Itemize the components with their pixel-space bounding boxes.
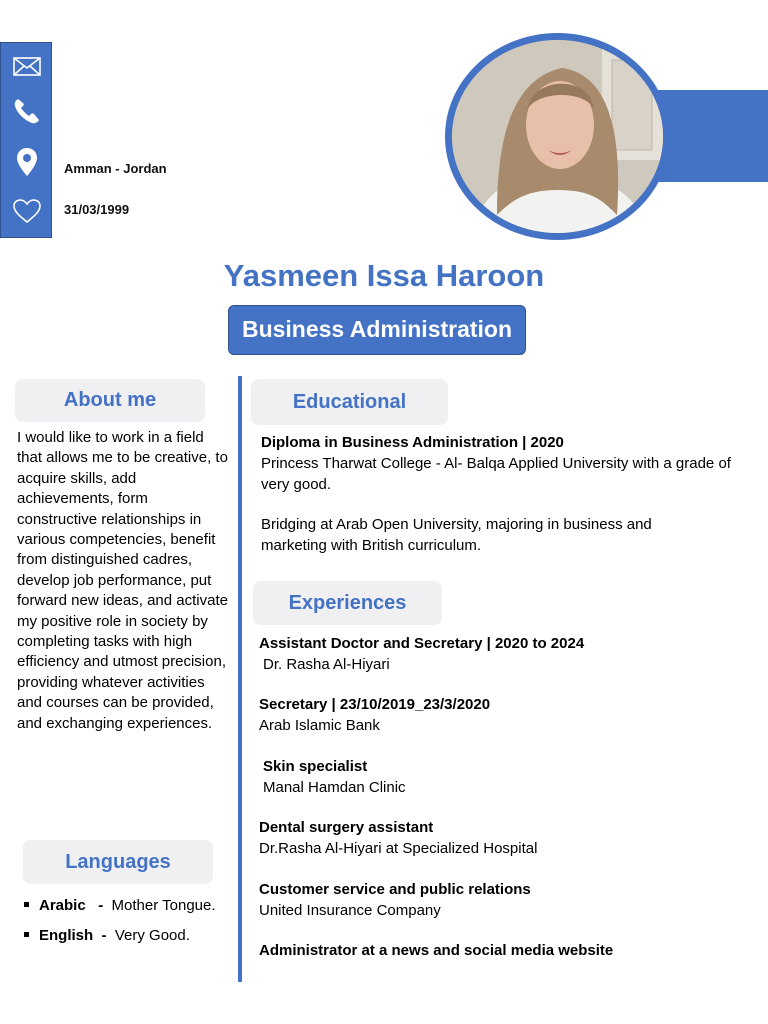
photo-accent-band: [655, 90, 768, 182]
language-level: Mother Tongue.: [111, 897, 216, 914]
experience-text: Arab Islamic Bank: [259, 717, 380, 734]
location-text: Amman - Jordan: [64, 161, 167, 176]
experience-text: Manal Hamdan Clinic: [263, 779, 406, 796]
experience-title: Assistant Doctor and Secretary | 2020 to 2024: [259, 635, 585, 652]
experience-title: Administrator at a news and social media website: [259, 942, 614, 959]
birthdate-text: 31/03/1999: [64, 202, 130, 217]
language-level: Very Good.: [114, 927, 190, 944]
experience-text: Dr. Rasha Al-Hiyari: [263, 656, 390, 673]
phone-icon: [11, 95, 43, 127]
mail-icon: [11, 50, 43, 82]
experience-title: Skin specialist: [263, 758, 368, 775]
about-heading: About me: [15, 379, 205, 422]
language-name: English: [39, 927, 94, 944]
experience-title: Secretary | 23/10/2019_23/3/2020: [259, 696, 491, 713]
languages-heading: Languages: [23, 840, 213, 884]
experience-heading: Experiences: [253, 581, 442, 625]
experience-title: Dental surgery assistant: [259, 819, 434, 836]
language-separator: -: [98, 897, 104, 914]
contact-bar: [0, 42, 52, 238]
language-separator: -: [101, 927, 107, 944]
about-text: I would like to work in a field that allows me to be creative, to acquire skills, add achievements, form constructive relationships in various competencies, benefit from distinguished cadres, develop job performance, put forward new ideas, and activate my positive role in society by completing tasks with high efficiency and utmost precision, providing whatever activities and courses can be provided, and exchanging experiences.: [17, 429, 228, 732]
location-pin-icon: [11, 146, 43, 178]
job-title-badge: Business Administration: [228, 305, 526, 355]
language-name: Arabic: [39, 897, 86, 914]
experience-title: Customer service and public relations: [259, 881, 531, 898]
bullet: [24, 932, 29, 937]
experience-text: United Insurance Company: [259, 902, 441, 919]
experience-text: Dr.Rasha Al-Hiyari at Specialized Hospital: [259, 840, 538, 857]
profile-photo: [452, 40, 663, 233]
language-item: [24, 897, 216, 914]
person-name: Yasmeen Issa Haroon: [223, 258, 545, 293]
education-heading: Educational: [251, 379, 448, 425]
bullet: [24, 902, 29, 907]
education-title: Diploma in Business Administration | 2020: [261, 434, 564, 451]
heart-icon: [11, 195, 43, 227]
education-text: Princess Tharwat College - Al- Balqa Applied University with a grade of very good.: [261, 455, 731, 493]
column-divider: [238, 376, 242, 982]
language-item: [24, 927, 190, 944]
education-text: Bridging at Arab Open University, majoring in business and marketing with British curriculum.: [261, 516, 652, 554]
